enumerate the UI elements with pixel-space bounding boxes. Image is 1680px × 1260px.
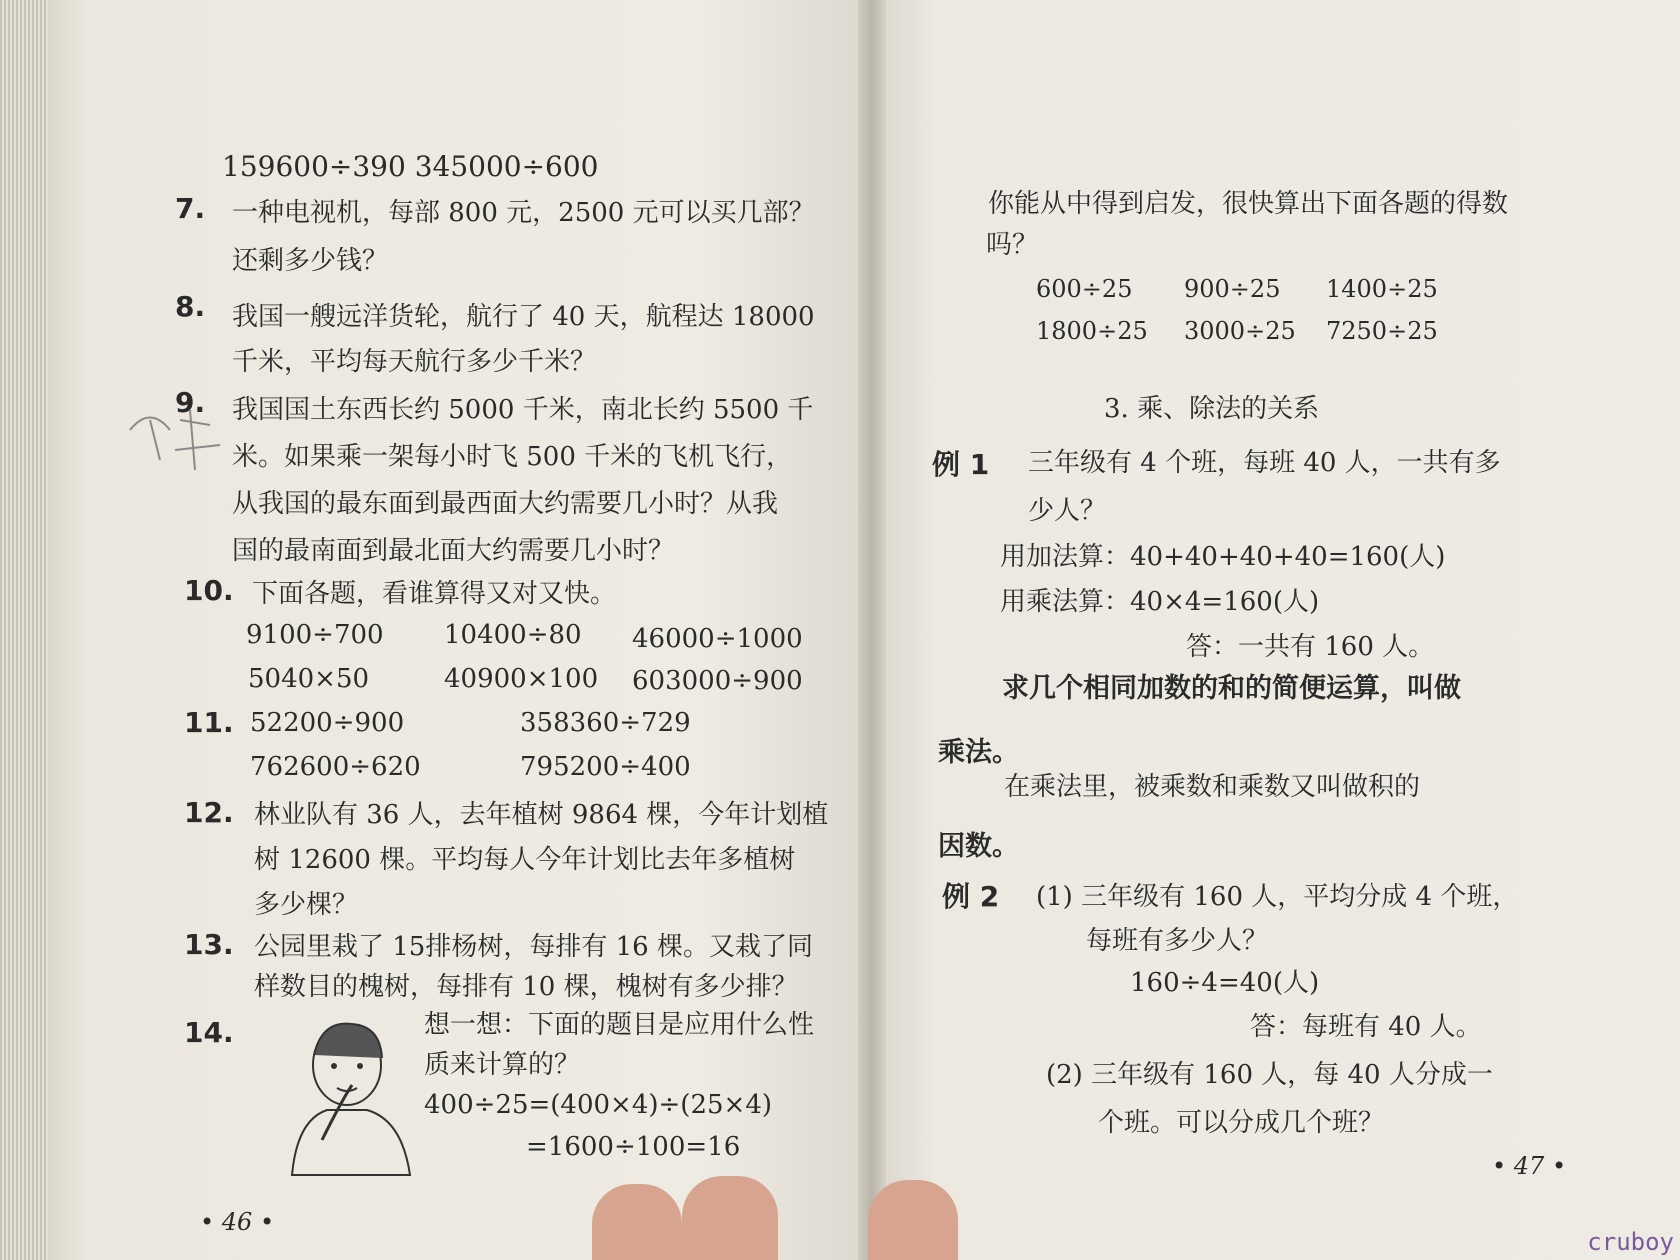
problem-12-number: 12.	[184, 796, 234, 829]
problem-10-instruction: 下面各题，看谁算得又对又快。	[252, 579, 617, 609]
example-1-line-1: 三年级有 4 个班，每班 40 人，一共有多	[1028, 448, 1501, 478]
finger	[868, 1180, 958, 1260]
problem-12-line-1: 林业队有 36 人，去年植树 9864 棵，今年计划植	[254, 800, 829, 830]
exercise-item: 3000÷25	[1184, 317, 1296, 345]
exercise-item: 900÷25	[1184, 275, 1281, 303]
exercise-item: 1800÷25	[1036, 317, 1148, 345]
problem-8-number: 8.	[175, 290, 206, 323]
example-2-part-1-answer: 答：每班有 40 人。	[1250, 1012, 1482, 1042]
handwritten-mark	[120, 400, 230, 490]
problem-11-item: 795200÷400	[520, 752, 691, 782]
problem-11-item: 358360÷729	[520, 708, 691, 738]
problem-11-item: 762600÷620	[250, 752, 421, 782]
problem-9-number: 9.	[175, 386, 206, 419]
problem-11-item: 52200÷900	[250, 708, 405, 738]
exercise-item: 7250÷25	[1326, 317, 1438, 345]
problem-11-number: 11.	[184, 706, 234, 739]
problem-9-line-1: 我国国土东西长约 5000 千米，南北长约 5500 千	[232, 395, 814, 425]
example-2-part-2-line-1: (2) 三年级有 160 人，每 40 人分成一	[1046, 1060, 1493, 1090]
example-2-part-1-equation: 160÷4=40(人)	[1130, 968, 1320, 998]
problem-7-line-2: 还剩多少钱？	[232, 246, 389, 276]
example-1-multiplication: 用乘法算：40×4=160(人)	[1000, 587, 1320, 617]
problem-10-item: 603000÷900	[632, 666, 803, 696]
factor-line-2: 因数。	[938, 831, 1019, 862]
problem-7-number: 7.	[175, 192, 206, 225]
problem-14-formula-result: =1600÷100=16	[526, 1132, 741, 1162]
problem-6-line: 159600÷390 345000÷600	[222, 150, 599, 183]
problem-10-item: 46000÷1000	[632, 624, 803, 654]
section-title: 3. 乘、除法的关系	[1104, 394, 1320, 424]
problem-9-line-4: 国的最南面到最北面大约需要几小时？	[232, 536, 675, 566]
book-spine	[858, 0, 886, 1260]
example-2-part-1-line-1: (1) 三年级有 160 人，平均分成 4 个班，	[1036, 882, 1519, 912]
finger	[592, 1184, 682, 1260]
problem-7-line-1: 一种电视机，每部 800 元，2500 元可以买几部？	[232, 198, 815, 228]
factor-line-1: 在乘法里，被乘数和乘数又叫做积的	[1004, 772, 1421, 802]
problem-13-line-2: 样数目的槐树，每排有 10 棵，槐树有多少排？	[254, 972, 798, 1002]
intro-line-2: 吗？	[986, 230, 1039, 260]
right-page-number: • 47 •	[1492, 1152, 1567, 1180]
problem-10-item: 9100÷700	[246, 620, 384, 650]
left-page-number: • 46 •	[200, 1208, 275, 1236]
problem-9-line-2: 米。如果乘一架每小时飞 500 千米的飞机飞行，	[232, 442, 793, 472]
example-1-answer: 答：一共有 160 人。	[1186, 632, 1435, 662]
watermark: cruboy	[1587, 1228, 1674, 1256]
problem-13-line-1: 公园里栽了 15排杨树，每排有 16 棵。又栽了同	[254, 932, 813, 962]
example-2-part-1-line-2: 每班有多少人？	[1086, 926, 1269, 956]
problem-14-line-1: 想一想：下面的题目是应用什么性	[424, 1010, 815, 1040]
problem-12-line-2: 树 12600 棵。平均每人今年计划比去年多植树	[254, 845, 796, 875]
intro-line-1: 你能从中得到启发，很快算出下面各题的得数	[988, 189, 1509, 219]
problem-10-item: 40900×100	[444, 664, 599, 694]
exercise-item: 1400÷25	[1326, 275, 1438, 303]
example-2-part-2-line-2: 个班。可以分成几个班？	[1098, 1108, 1385, 1138]
problem-10-number: 10.	[184, 574, 234, 607]
thinking-boy-illustration	[282, 1010, 422, 1180]
example-1-addition: 用加法算：40+40+40+40=160(人)	[1000, 542, 1446, 572]
multiplication-definition-line-2: 乘法。	[938, 737, 1019, 768]
finger	[682, 1176, 778, 1260]
example-2-label: 例 2	[942, 880, 1000, 913]
problem-8-line-2: 千米，平均每天航行多少千米？	[232, 347, 597, 377]
problem-14-formula: 400÷25=(400×4)÷(25×4)	[424, 1090, 773, 1120]
page-stack-edge	[0, 0, 48, 1260]
problem-14-number: 14.	[184, 1016, 234, 1049]
example-1-label: 例 1	[932, 448, 990, 481]
multiplication-definition-line-1: 求几个相同加数的和的简便运算，叫做	[1002, 673, 1461, 704]
problem-9-line-3: 从我国的最东面到最西面大约需要几小时？从我	[232, 489, 779, 519]
problem-10-item: 5040×50	[248, 664, 370, 694]
problem-14-line-2: 质来计算的？	[424, 1050, 581, 1080]
problem-13-number: 13.	[184, 928, 234, 961]
example-1-line-2: 少人？	[1028, 496, 1107, 526]
problem-10-item: 10400÷80	[444, 620, 582, 650]
exercise-item: 600÷25	[1036, 275, 1133, 303]
problem-8-line-1: 我国一艘远洋货轮，航行了 40 天，航程达 18000	[232, 302, 815, 332]
problem-12-line-3: 多少棵？	[254, 890, 359, 920]
